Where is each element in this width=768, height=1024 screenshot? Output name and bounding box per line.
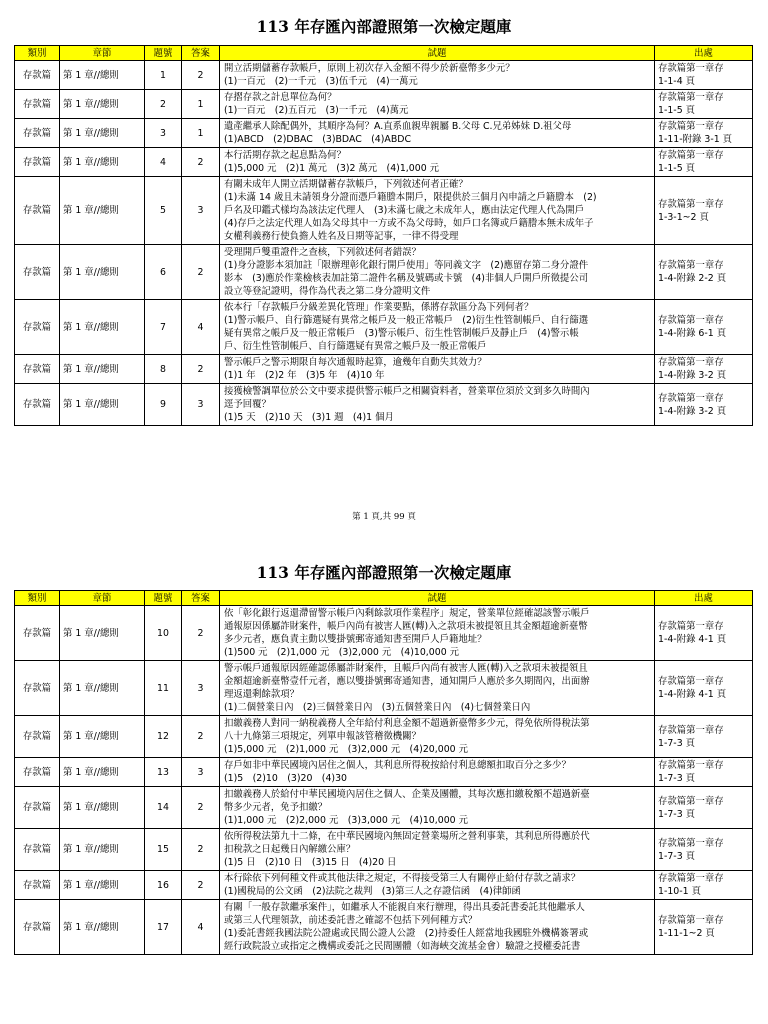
- question-line: 戶、衍生性管制帳戶、自行篩選疑有異常之帳戶及一般正常帳戶: [224, 341, 487, 352]
- answer-cell: 3: [182, 758, 220, 787]
- source-line: 1-1-5 頁: [658, 163, 696, 174]
- header-category: 類別: [15, 591, 60, 606]
- question-line: 有關未成年人開立活期儲蓄存款帳戶，下列敘述何者正確？: [224, 179, 468, 190]
- source-line: 1-4-附錄 3-2 頁: [658, 405, 727, 417]
- answer-cell: 4: [182, 300, 220, 355]
- category-cell: 存款篇: [15, 245, 60, 300]
- question-number-cell: 10: [145, 606, 182, 661]
- chapter-cell: 第 1 章//總則: [60, 119, 145, 148]
- category-cell: 存款篇: [15, 300, 60, 355]
- question-line: 依本行「存款帳戶分級差異化管理」作業要點，係將存款區分為下列何者？: [224, 302, 534, 313]
- source-line: 1-7-3 頁: [658, 737, 696, 749]
- question-line: (1)1,000 元 (2)2,000 元 (3)3,000 元 (4)10,000 元: [224, 815, 468, 826]
- answer-cell: 2: [182, 148, 220, 177]
- source-cell: [655, 245, 753, 300]
- question-line: 多少元者，應負責主動以雙掛號郵寄通知書至開戶人戶籍地址？: [224, 634, 487, 645]
- table-header-row: [15, 591, 753, 606]
- table-row: [15, 119, 753, 148]
- question-number-cell: 11: [145, 661, 182, 716]
- source-line: 存款篇第一章存: [658, 150, 724, 161]
- category-cell: 存款篇: [15, 787, 60, 829]
- table-row: [15, 355, 753, 384]
- chapter-cell: 第 1 章//總則: [60, 245, 145, 300]
- question-line: 疑有異常之帳戶及一般正常帳戶 (3)警示帳戶、衍生性管制帳戶及靜止戶 (4)警示帳: [224, 328, 579, 339]
- source-line: 1-1-4 頁: [658, 76, 696, 87]
- question-line: 受理開戶雙重證件之查核，下列敘述何者錯誤？: [224, 247, 421, 258]
- question-line: 或第三人代理領款，前述委託書之確認不包括下列何種方式？: [224, 915, 478, 926]
- source-cell: [655, 119, 753, 148]
- question-number-cell: 15: [145, 829, 182, 871]
- question-line: (1)1 年 (2)2 年 (3)5 年 (4)10 年: [224, 370, 385, 381]
- question-line: (1)身分證影本須加註「限辦理彰化銀行開戶使用」等同義文字 (2)應留存第二身分證件: [224, 260, 589, 271]
- source-line: 存款篇第一章存: [658, 760, 724, 771]
- source-cell: [655, 871, 753, 900]
- question-line: 扣稅款之日起幾日內解繳公庫？: [224, 844, 356, 855]
- question-line: (1)一百元 (2)一千元 (3)伍千元 (4)一萬元: [224, 76, 418, 87]
- question-line: (1)5 日 (2)10 日 (3)15 日 (4)20 日: [224, 857, 397, 868]
- question-line: 接獲檢警調單位於公文中要求提供警示帳戶之相關資料者，營業單位須於文到多久時間內: [224, 386, 590, 397]
- question-line: 遺產繼承人除配偶外，其順序為何？A.直系血親卑親屬 B.父母 C.兄弟姊妹 D.祖父母: [224, 121, 572, 132]
- question-line: 逕予回覆？: [224, 399, 271, 410]
- question-line: 警示帳戶通報原因經確認係屬詐財案件，且帳戶內尚有被害人匯(轉)入之款項未被提領且: [224, 663, 588, 674]
- source-line: 1-4-附錄 3-2 頁: [658, 370, 727, 381]
- answer-cell: 1: [182, 90, 220, 119]
- source-line: 1-11-附錄 3-1 頁: [658, 134, 733, 145]
- source-line: 1-4-附錄 4-1 頁: [658, 634, 727, 645]
- header-chapter: 章節: [60, 591, 145, 606]
- page-footer: 第 1 頁,共 99 頁: [352, 512, 416, 522]
- question-line: 扣繳義務人於給付中華民國境內居住之個人、企業及團體，其每次應扣繳稅額不超過新臺: [224, 789, 590, 800]
- question-line: (1)500 元 (2)1,000 元 (3)2,000 元 (4)10,000 元: [224, 647, 460, 658]
- source-line: 1-7-3 頁: [658, 773, 696, 784]
- question-cell: [220, 787, 655, 829]
- table-row: [15, 758, 753, 787]
- question-line: 本行活期存款之起息點為何？: [224, 150, 346, 161]
- question-line: (1)ABCD (2)DBAC (3)BDAC (4)ABDC: [224, 134, 412, 145]
- header-question: 試題: [220, 591, 655, 606]
- header-source: 出處: [655, 46, 753, 61]
- source-line: 1-4-附錄 6-1 頁: [658, 328, 727, 339]
- question-line: 影本 (3)應於作業檢核表加註第二證件名稱及號碼或卡號 (4)非個人戶開戶所徵提公司: [224, 273, 589, 284]
- question-number-cell: 17: [145, 900, 182, 955]
- answer-cell: 2: [182, 829, 220, 871]
- question-number-cell: 16: [145, 871, 182, 900]
- question-line: 經行政院設立或指定之機構或委託之民間團體（如海峽交流基金會）驗證之授權委託書: [224, 941, 581, 952]
- source-line: 存款篇第一章存: [658, 92, 724, 103]
- question-number-cell: 9: [145, 384, 182, 426]
- category-cell: 存款篇: [15, 148, 60, 177]
- question-line: 依所得稅法第九十二條，在中華民國境內無固定營業場所之營利事業，其利息所得應於代: [224, 831, 590, 842]
- answer-cell: 2: [182, 355, 220, 384]
- source-line: 存款篇第一章存: [658, 315, 724, 326]
- table-row: [15, 148, 753, 177]
- question-line: (4)存戶之法定代理人如為父母其中一方或不為父母時，如戶口名簿或戶籍謄本無未成年子: [224, 218, 594, 229]
- source-cell: [655, 829, 753, 871]
- chapter-cell: 第 1 章//總則: [60, 758, 145, 787]
- question-line: (1)二個營業日內 (2)三個營業日內 (3)五個營業日內 (4)七個營業日內: [224, 702, 531, 713]
- question-number-cell: 8: [145, 355, 182, 384]
- page-title: 113 年存匯內部證照第一次檢定題庫: [256, 17, 512, 36]
- source-cell: [655, 900, 753, 955]
- table-row: [15, 716, 753, 758]
- source-cell: [655, 148, 753, 177]
- header-number: 題號: [145, 46, 182, 61]
- question-line: (1)警示帳戶、自行篩選疑有異常之帳戶及一般正常帳戶 (2)衍生性管制帳戶、自行篩選: [224, 315, 589, 326]
- category-cell: 存款篇: [15, 661, 60, 716]
- header-number: 題號: [145, 591, 182, 606]
- source-line: 存款篇第一章存: [658, 837, 724, 849]
- answer-cell: 2: [182, 606, 220, 661]
- header-answer: 答案: [182, 591, 220, 606]
- question-line: (1)國稅局的公文函 (2)法院之裁判 (3)第三人之存證信函 (4)律師函: [224, 886, 521, 897]
- answer-cell: 3: [182, 661, 220, 716]
- question-line: 戶名及印鑑式樣均為該法定代理人 (3)未滿七歲之未成年人，應由法定代理人代為開戶: [224, 205, 585, 216]
- source-cell: [655, 716, 753, 758]
- category-cell: 存款篇: [15, 90, 60, 119]
- chapter-cell: 第 1 章//總則: [60, 900, 145, 955]
- question-line: 本行除依下列何種文件或其他法律之規定，不得接受第三人有關停止給付存款之請求？: [224, 873, 581, 884]
- source-cell: [655, 384, 753, 426]
- question-number-cell: 5: [145, 177, 182, 245]
- table-row: [15, 606, 753, 661]
- source-line: 存款篇第一章存: [658, 198, 724, 210]
- source-cell: [655, 758, 753, 787]
- source-line: 1-3-1~2 頁: [658, 211, 709, 223]
- source-line: 存款篇第一章存: [658, 121, 724, 132]
- chapter-cell: 第 1 章//總則: [60, 148, 145, 177]
- answer-cell: 4: [182, 900, 220, 955]
- chapter-cell: 第 1 章//總則: [60, 90, 145, 119]
- category-cell: 存款篇: [15, 119, 60, 148]
- question-cell: [220, 384, 655, 426]
- chapter-cell: 第 1 章//總則: [60, 829, 145, 871]
- chapter-cell: 第 1 章//總則: [60, 606, 145, 661]
- question-line: 女權利義務行使負擔人姓名及日期等記事，一律不得受理: [224, 231, 459, 242]
- table-row: [15, 177, 753, 245]
- category-cell: 存款篇: [15, 758, 60, 787]
- question-number-cell: 2: [145, 90, 182, 119]
- question-cell: [220, 245, 655, 300]
- question-line: (1)5,000 元 (2)1 萬元 (3)2 萬元 (4)1,000 元: [224, 163, 440, 174]
- header-answer: 答案: [182, 46, 220, 61]
- page-title: 113 年存匯內部證照第一次檢定題庫: [256, 563, 512, 582]
- answer-cell: 3: [182, 177, 220, 245]
- question-cell: [220, 355, 655, 384]
- table-row: [15, 829, 753, 871]
- question-line: (1)5 (2)10 (3)20 (4)30: [224, 773, 347, 784]
- table-row: [15, 300, 753, 355]
- table-row: [15, 90, 753, 119]
- question-table: [14, 590, 753, 955]
- category-cell: 存款篇: [15, 716, 60, 758]
- table-row: [15, 871, 753, 900]
- question-number-cell: 4: [145, 148, 182, 177]
- table-row: [15, 61, 753, 90]
- category-cell: 存款篇: [15, 384, 60, 426]
- answer-cell: 2: [182, 245, 220, 300]
- question-line: (1)委託書經我國法院公證處或民間公證人公證 (2)持委任人經當地我國駐外機構簽署或: [224, 928, 589, 939]
- question-number-cell: 13: [145, 758, 182, 787]
- answer-cell: 2: [182, 871, 220, 900]
- category-cell: 存款篇: [15, 829, 60, 871]
- chapter-cell: 第 1 章//總則: [60, 787, 145, 829]
- source-line: 存款篇第一章存: [658, 676, 724, 687]
- question-line: 存摺存款之計息單位為何？: [224, 92, 337, 103]
- source-line: 1-7-3 頁: [658, 850, 696, 862]
- chapter-cell: 第 1 章//總則: [60, 300, 145, 355]
- page-2: [0, 528, 768, 1024]
- source-line: 存款篇第一章存: [658, 357, 724, 368]
- question-number-cell: 12: [145, 716, 182, 758]
- category-cell: 存款篇: [15, 355, 60, 384]
- question-line: 依「彰化銀行返還滯留警示帳戶內剩餘款項作業程序」規定，營業單位經確認該警示帳戶: [224, 608, 590, 619]
- question-number-cell: 6: [145, 245, 182, 300]
- question-cell: [220, 829, 655, 871]
- question-cell: [220, 119, 655, 148]
- question-number-cell: 14: [145, 787, 182, 829]
- category-cell: 存款篇: [15, 900, 60, 955]
- question-cell: [220, 900, 655, 955]
- category-cell: 存款篇: [15, 606, 60, 661]
- question-cell: [220, 177, 655, 245]
- source-line: 存款篇第一章存: [658, 392, 724, 404]
- source-line: 存款篇第一章存: [658, 873, 724, 884]
- header-chapter: 章節: [60, 46, 145, 61]
- source-line: 1-10-1 頁: [658, 886, 701, 897]
- question-line: 扣繳義務人對同一納稅義務人全年給付利息金額不超過新臺幣多少元，得免依所得稅法第: [224, 718, 590, 729]
- source-line: 存款篇第一章存: [658, 63, 724, 74]
- source-cell: [655, 177, 753, 245]
- category-cell: 存款篇: [15, 177, 60, 245]
- question-line: 有關「一般存款繼承案件」，如繼承人不能親自來行辦理，得出具委託書委託其他繼承人: [224, 902, 585, 913]
- category-cell: 存款篇: [15, 871, 60, 900]
- table-row: [15, 787, 753, 829]
- question-number-cell: 1: [145, 61, 182, 90]
- answer-cell: 2: [182, 716, 220, 758]
- question-cell: [220, 61, 655, 90]
- chapter-cell: 第 1 章//總則: [60, 61, 145, 90]
- source-line: 1-1-5 頁: [658, 105, 696, 116]
- header-category: 類別: [15, 46, 60, 61]
- question-cell: [220, 300, 655, 355]
- header-question: 試題: [220, 46, 655, 61]
- source-cell: [655, 787, 753, 829]
- question-number-cell: 3: [145, 119, 182, 148]
- question-line: 通報原因係屬詐財案件，帳戶內尚有被害人匯(轉)入之款項未被提領且其金額超逾新臺幣: [224, 621, 588, 632]
- question-line: 存戶如非中華民國境內居住之個人，其利息所得稅按給付利息總額扣取百分之多少？: [224, 760, 571, 771]
- source-cell: [655, 61, 753, 90]
- source-cell: [655, 300, 753, 355]
- question-cell: [220, 90, 655, 119]
- source-line: 存款篇第一章存: [658, 795, 724, 807]
- question-line: 金額超逾新臺幣壹仟元者，應以雙掛號郵寄通知書，通知開戶人應於多久期間內，出面辦: [224, 676, 590, 687]
- question-cell: [220, 661, 655, 716]
- chapter-cell: 第 1 章//總則: [60, 716, 145, 758]
- source-cell: [655, 355, 753, 384]
- question-line: 八十九條第三項規定，列單申報該管稽徵機關？: [224, 731, 421, 742]
- table-header-row: [15, 46, 753, 61]
- source-line: 存款篇第一章存: [658, 260, 724, 271]
- question-line: (1)未滿 14 歲且未請領身分證而憑戶籍謄本開戶，限提供於三個月內申請之戶籍謄本 (2): [224, 192, 597, 203]
- category-cell: 存款篇: [15, 61, 60, 90]
- question-line: 理返還剩餘款項？: [224, 689, 300, 700]
- chapter-cell: 第 1 章//總則: [60, 661, 145, 716]
- question-cell: [220, 716, 655, 758]
- source-line: 1-11-1~2 頁: [658, 928, 715, 939]
- answer-cell: 3: [182, 384, 220, 426]
- question-table: [14, 45, 753, 426]
- source-line: 1-7-3 頁: [658, 808, 696, 820]
- chapter-cell: 第 1 章//總則: [60, 177, 145, 245]
- answer-cell: 2: [182, 61, 220, 90]
- question-cell: [220, 606, 655, 661]
- question-line: (1)5,000 元 (2)1,000 元 (3)2,000 元 (4)20,000 元: [224, 744, 468, 755]
- source-cell: [655, 661, 753, 716]
- question-cell: [220, 871, 655, 900]
- source-line: 1-4-附錄 4-1 頁: [658, 689, 727, 700]
- answer-cell: 1: [182, 119, 220, 148]
- chapter-cell: 第 1 章//總則: [60, 355, 145, 384]
- question-line: 開立活期儲蓄存款帳戶，原則上初次存入金額不得少於新臺幣多少元？: [224, 63, 515, 74]
- source-line: 1-4-附錄 2-2 頁: [658, 273, 727, 284]
- question-line: 設立等登記證明，得作為代表之第二身分證明文件: [224, 286, 431, 297]
- answer-cell: 2: [182, 787, 220, 829]
- table-row: [15, 661, 753, 716]
- table-row: [15, 900, 753, 955]
- table-row: [15, 384, 753, 426]
- question-cell: [220, 148, 655, 177]
- table-row: [15, 245, 753, 300]
- question-line: (1)一百元 (2)五百元 (3)一千元 (4)萬元: [224, 105, 409, 116]
- question-line: (1)5 天 (2)10 天 (3)1 週 (4)1 個月: [224, 412, 394, 423]
- question-line: 警示帳戶之警示期限自每次通報時起算，逾幾年自動失其效力？: [224, 357, 487, 368]
- source-line: 存款篇第一章存: [658, 724, 724, 736]
- source-cell: [655, 606, 753, 661]
- source-line: 存款篇第一章存: [658, 621, 724, 632]
- question-cell: [220, 758, 655, 787]
- header-source: 出處: [655, 591, 753, 606]
- chapter-cell: 第 1 章//總則: [60, 384, 145, 426]
- source-line: 存款篇第一章存: [658, 915, 724, 926]
- question-line: 幣多少元者，免予扣繳？: [224, 802, 328, 813]
- chapter-cell: 第 1 章//總則: [60, 871, 145, 900]
- question-number-cell: 7: [145, 300, 182, 355]
- source-cell: [655, 90, 753, 119]
